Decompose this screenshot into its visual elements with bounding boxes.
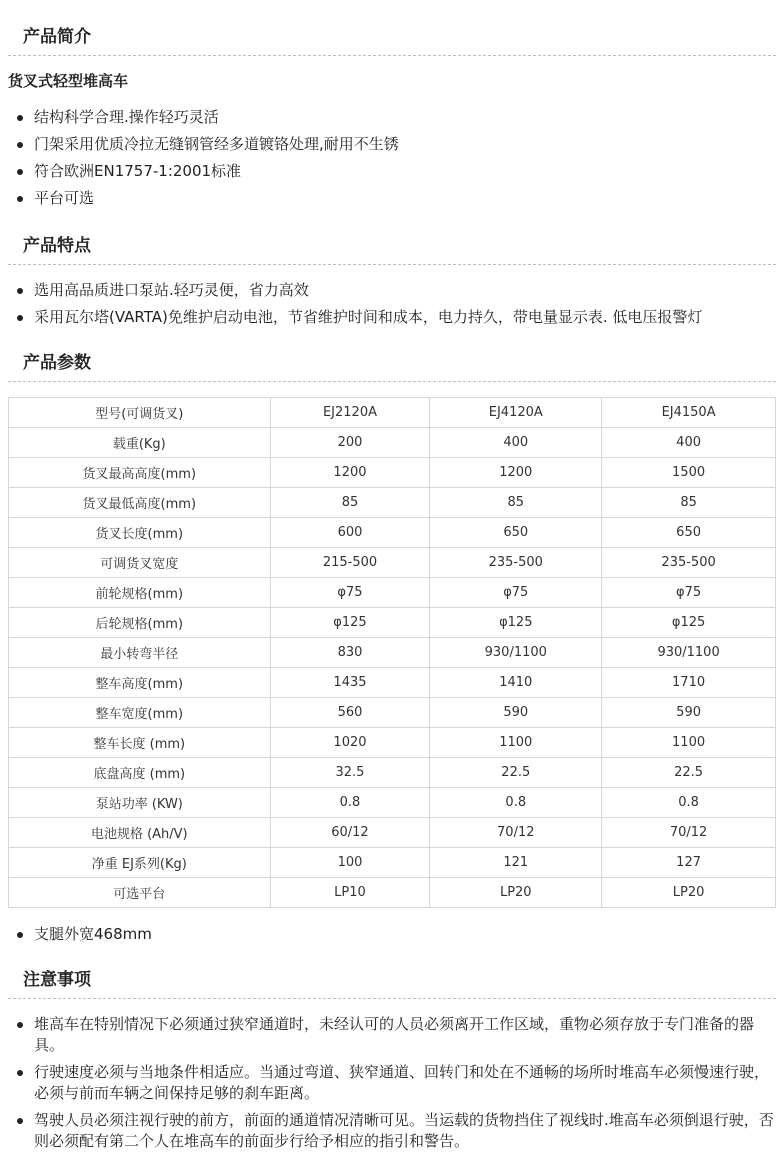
table-row-label: 整车长度 (mm) [9,728,271,758]
cautions-bullet-list [8,1014,774,1158]
caution-bullet-item: 驾驶人员必须注视行驶的前方，前面的通道情况清晰可见。当运载的货物挡住了视线时.堆高车必须倒退行驶，否则必须配有第二个人在堆高车的前面步行给予相应的指引和警告。 [8,1110,774,1152]
table-row-label: 电池规格 (Ah/V) [9,818,271,848]
table-cell: 1100 [602,728,776,758]
table-cell: LP10 [270,878,430,908]
intro-bullet-item: 门架采用优质冷拉无缝钢管经多道镀铬处理,耐用不生锈 [8,131,774,158]
table-cell: φ125 [270,608,430,638]
section-title-params-text: 产品参数 [23,353,91,373]
table-cell: φ125 [602,608,776,638]
table-row-label: 净重 EJ系列(Kg) [9,848,271,878]
table-row-label: 泵站功率 (KW) [9,788,271,818]
table-row [9,548,776,578]
section-title-intro [8,26,776,56]
table-row-label: 底盘高度 (mm) [9,758,271,788]
table-row [9,578,776,608]
table-row-label: 整车宽度(mm) [9,698,271,728]
table-row [9,608,776,638]
table-cell: LP20 [430,878,602,908]
table-row [9,428,776,458]
table-cell: EJ4120A [430,398,602,428]
section-title-intro-text: 产品简介 [23,27,91,47]
intro-bullet-item: 平台可选 [8,185,774,212]
params-note-list [8,921,774,948]
table-cell: 590 [602,698,776,728]
table-cell: 70/12 [430,818,602,848]
section-title-cautions [8,969,776,999]
table-cell: 100 [270,848,430,878]
table-cell: φ75 [430,578,602,608]
table-row [9,788,776,818]
table-row [9,518,776,548]
table-cell: φ125 [430,608,602,638]
table-cell: 60/12 [270,818,430,848]
table-cell: 0.8 [270,788,430,818]
intro-bullet-item: 结构科学合理.操作轻巧灵活 [8,104,774,131]
table-cell: 930/1100 [430,638,602,668]
table-cell: 22.5 [430,758,602,788]
section-title-features-text: 产品特点 [23,236,91,256]
table-cell: 70/12 [602,818,776,848]
table-cell: φ75 [602,578,776,608]
table-cell: 600 [270,518,430,548]
features-bullet-list [8,277,774,331]
caution-bullet-item: 行驶速度必须与当地条件相适应。当通过弯道、狭窄通道、回转门和处在不通畅的场所时堆高车必须慢速行驶，必须与前而车辆之间保持足够的刹车距离。 [8,1062,774,1104]
table-row [9,398,776,428]
table-cell: 1200 [270,458,430,488]
table-cell: 1100 [430,728,602,758]
table-cell: LP20 [602,878,776,908]
table-row [9,728,776,758]
table-row [9,668,776,698]
table-row [9,878,776,908]
table-row-label: 前轮规格(mm) [9,578,271,608]
table-cell: 235-500 [430,548,602,578]
table-row [9,848,776,878]
table-cell: 32.5 [270,758,430,788]
table-row-label: 可选平台 [9,878,271,908]
table-cell: 590 [430,698,602,728]
intro-bullet-item: 符合欧洲EN1757-1:2001标准 [8,158,774,185]
params-table-body [9,398,776,908]
table-cell: 215-500 [270,548,430,578]
section-title-params [8,352,776,382]
params-note-item: 支腿外宽468mm [8,921,774,948]
table-cell: 1200 [430,458,602,488]
table-cell: EJ4150A [602,398,776,428]
product-name-heading: 货叉式轻型堆高车 [8,72,129,90]
table-row-label: 最小转弯半径 [9,638,271,668]
table-cell: 85 [430,488,602,518]
table-cell: 560 [270,698,430,728]
table-row [9,818,776,848]
table-cell: 400 [602,428,776,458]
params-table [8,397,776,908]
table-cell: 0.8 [430,788,602,818]
table-row-label: 可调货叉宽度 [9,548,271,578]
table-cell: 650 [430,518,602,548]
table-row [9,488,776,518]
table-row [9,758,776,788]
table-row-label: 后轮规格(mm) [9,608,271,638]
table-cell: 1500 [602,458,776,488]
table-row-label: 型号(可调货叉) [9,398,271,428]
section-title-features [8,235,776,265]
table-cell: 650 [602,518,776,548]
table-cell: 1435 [270,668,430,698]
table-cell: 22.5 [602,758,776,788]
table-cell: φ75 [270,578,430,608]
intro-bullet-list [8,104,774,212]
table-cell: 127 [602,848,776,878]
feature-bullet-item: 选用高品质进口泵站.轻巧灵便，省力高效 [8,277,774,304]
feature-bullet-item: 采用瓦尔塔(VARTA)免维护启动电池，节省维护时间和成本，电力持久，带电量显示表. 低电压报警灯 [8,304,774,331]
table-cell: 85 [602,488,776,518]
table-row-label: 货叉最低高度(mm) [9,488,271,518]
table-cell: 235-500 [602,548,776,578]
table-cell: 1020 [270,728,430,758]
table-row [9,458,776,488]
table-cell: 0.8 [602,788,776,818]
table-row-label: 整车高度(mm) [9,668,271,698]
table-row [9,638,776,668]
table-cell: 400 [430,428,602,458]
table-cell: 85 [270,488,430,518]
table-cell: 830 [270,638,430,668]
section-title-cautions-text: 注意事项 [23,970,91,990]
table-cell: 1410 [430,668,602,698]
table-cell: 121 [430,848,602,878]
table-row-label: 货叉长度(mm) [9,518,271,548]
table-cell: 200 [270,428,430,458]
table-cell: 1710 [602,668,776,698]
table-cell: 930/1100 [602,638,776,668]
table-row [9,698,776,728]
table-row-label: 载重(Kg) [9,428,271,458]
table-row-label: 货叉最高高度(mm) [9,458,271,488]
table-cell: EJ2120A [270,398,430,428]
caution-bullet-item: 堆高车在特别情况下必须通过狭窄通道时，未经认可的人员必须离开工作区域，重物必须存放于专门准备的器具。 [8,1014,774,1056]
